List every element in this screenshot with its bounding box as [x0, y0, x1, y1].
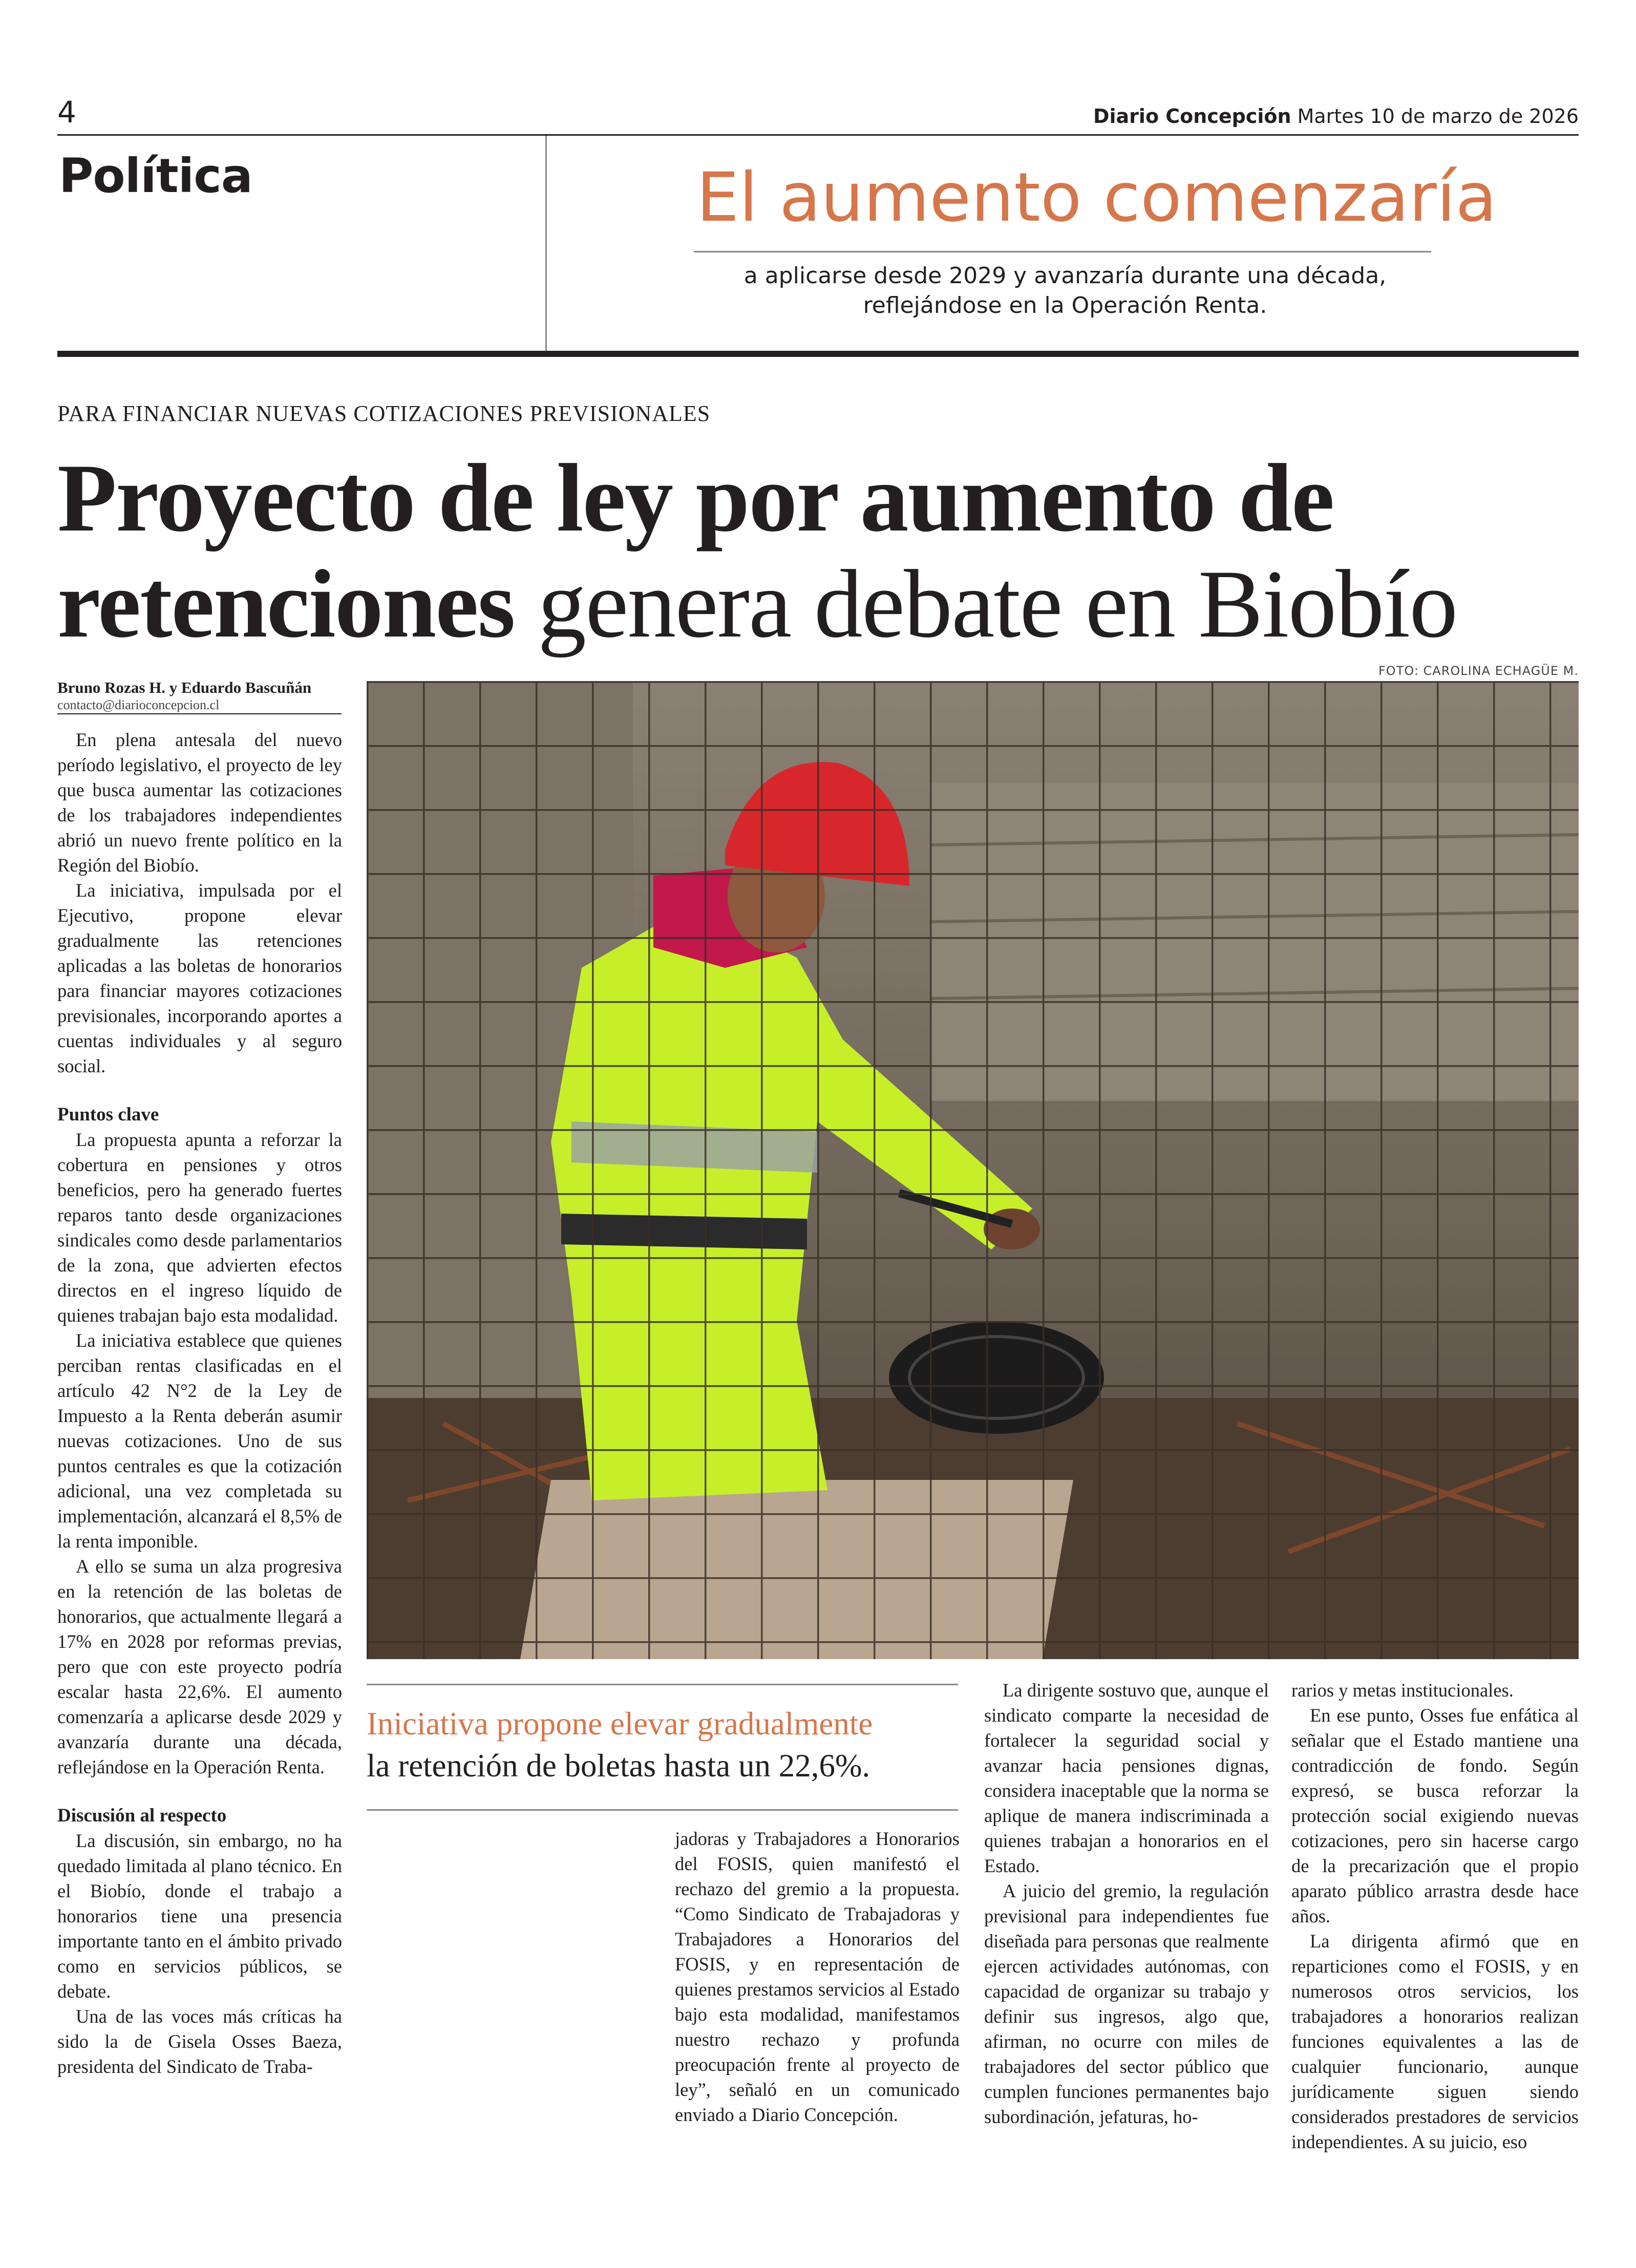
page-number: 4	[57, 95, 76, 130]
pullquote-accent: Iniciativa propone elevar gradualmente	[367, 1706, 873, 1742]
byline	[57, 679, 342, 713]
masthead	[1093, 105, 1579, 128]
paragraph: En ese punto, Osses fue enfática al señalar que el Estado mantiene una contradicción de fondo. Según expresó, se busca reforzar la protección social exigiendo nuevas cotizaciones, pero sin hacerse cargo de la precarización que el propio aparato público arrastra desde hace años.	[1291, 1705, 1579, 1926]
headline-light: genera debate en Biobío	[538, 550, 1457, 658]
teaser-title: El aumento comenzaría	[696, 158, 1497, 237]
paragraph: La iniciativa, impulsada por el Ejecutivo, propone elevar gradualmente las retenciones aplicadas a las boletas de honorarios para financiar mayores cotizaciones previsionales, incorporando aportes a cuentas individuales y al seguro social.	[57, 880, 342, 1076]
header-thick-rule	[57, 351, 1579, 357]
headline-bold-line: Proyecto de ley por aumento de	[57, 444, 1334, 552]
teaser-subtitle-line-2: reflejándose en la Operación Renta.	[863, 292, 1267, 319]
pullquote-rule-top	[367, 1684, 958, 1685]
headline	[57, 446, 1579, 658]
paragraph: A juicio del gremio, la regulación previsional para independientes fue diseñada para personas que realmente ejercen actividades autónomas, con capacidad de organizar su trabajo y definir sus ingresos, algo que, afirman, no ocurre con miles de trabajadores del sector público que cumplen funciones permanentes bajo subordinación, jefaturas, ho-	[984, 1880, 1269, 2127]
paragraph: rarios y metas institucionales.	[1291, 1680, 1514, 1701]
paragraph: La iniciativa establece que quienes perciban rentas clasificadas en el artículo 42 N°2 de la Ley de Impuesto a la Renta deberán asumir nuevas cotizaciones. Uno de sus puntos centrales es que la cotización adicional, una vez completada su implementación, alcanzará el 8,5% de la renta imponible.	[57, 1330, 342, 1552]
paragraph: La discusión, sin embargo, no ha quedado limitada al plano técnico. En el Biobío, donde el trabajo a honorarios tiene una presencia importante tanto en el ámbito privado como en servicios públicos, se debate.	[57, 1830, 342, 2002]
newspaper-name: Diario Concepción	[1093, 105, 1291, 128]
issue-date: Martes 10 de marzo de 2026	[1297, 105, 1579, 128]
byline-rule	[57, 713, 342, 714]
kicker: PARA FINANCIAR NUEVAS COTIZACIONES PREVISIONALES	[57, 401, 711, 426]
article-column-4	[1291, 1678, 1579, 2154]
pullquote-rule-bottom	[367, 1809, 958, 1811]
photo-credit: FOTO: CAROLINA ECHAGÜE M.	[1378, 664, 1579, 678]
worker-photo	[367, 681, 1579, 1659]
paragraph: La dirigenta afirmó que en reparticiones como el FOSIS, y en numerosos otros servicios, los trabajadores a honorarios realizan funciones equivalentes a las de cualquier funcionario, aunque jurídicamente siguen siendo considerados prestadores de servicios independientes. A su juicio, eso	[1291, 1931, 1579, 2152]
article-column-2	[675, 1826, 960, 2127]
subhead-discusion: Discusión al respecto	[57, 1805, 227, 1826]
teaser-rule	[694, 251, 1431, 252]
header-divider	[545, 136, 547, 351]
paragraph: La dirigente sostuvo que, aunque el sindicato comparte la necesidad de fortalecer la seguridad social y avanzar hacia pensiones dignas, considera inaceptable que la norma se aplique de manera indiscriminada a quienes trabajan a honorarios en el Estado.	[984, 1680, 1269, 1876]
teaser-subtitle-line-1: a aplicarse desde 2029 y avanzaría durante una década,	[743, 263, 1387, 289]
paragraph: A ello se suma un alza progresiva en la retención de las boletas de honorarios, que actualmente llegará a 17% en 2028 por reformas previas, pero que con este proyecto podría escalar hasta 22,6%. El aumento comenzaría a aplicarse desde 2029 y avanzaría durante una década, reflejándose en la Operación Renta.	[57, 1556, 342, 1777]
construction-worker-illustration	[367, 681, 1579, 1659]
pullquote	[367, 1703, 958, 1787]
byline-authors: Bruno Rozas H. y Eduardo Bascuñán	[57, 679, 312, 696]
paragraph: jadoras y Trabajadores a Honorarios del FOSIS, quien manifestó el rechazo del gremio a la propuesta. “Como Sindicato de Trabajadoras y Trabajadores a Honorarios del FOSIS, y en representación de quienes prestamos servicios al Estado bajo esta modalidad, manifestamos nuestro rechazo y profunda preocupación frente al proyecto de ley”, señaló en un comunicado enviado a Diario Concepción.	[675, 1828, 960, 2125]
byline-email[interactable]: contacto@diarioconcepcion.cl	[57, 697, 220, 712]
pullquote-rest: la retención de boletas hasta un 22,6%.	[367, 1748, 870, 1784]
paragraph: La propuesta apunta a reforzar la cobertura en pensiones y otros beneficios, pero ha generado fuertes reparos tanto desde organizaciones sindicales como desde parlamentarios de la zona, que advierten efectos directos en el ingreso líquido de quienes trabajan bajo esta modalidad.	[57, 1129, 342, 1326]
paragraph: Una de las voces más críticas ha sido la de Gisela Osses Baeza, presidenta del Sindicato de Traba-	[57, 2006, 342, 2077]
subhead-puntos-clave: Puntos clave	[57, 1104, 159, 1125]
section-title: Política	[59, 149, 252, 203]
paragraph: En plena antesala del nuevo período legislativo, el proyecto de ley que busca aumentar las cotizaciones de los trabajadores independientes abrió un nuevo frente político en la Región del Biobío.	[57, 729, 342, 876]
top-rule	[57, 134, 1579, 136]
article-column-3	[984, 1678, 1269, 2129]
article-column-1	[57, 727, 342, 2079]
headline-bold-word: retenciones	[57, 550, 515, 658]
teaser-subtitle	[696, 261, 1434, 321]
